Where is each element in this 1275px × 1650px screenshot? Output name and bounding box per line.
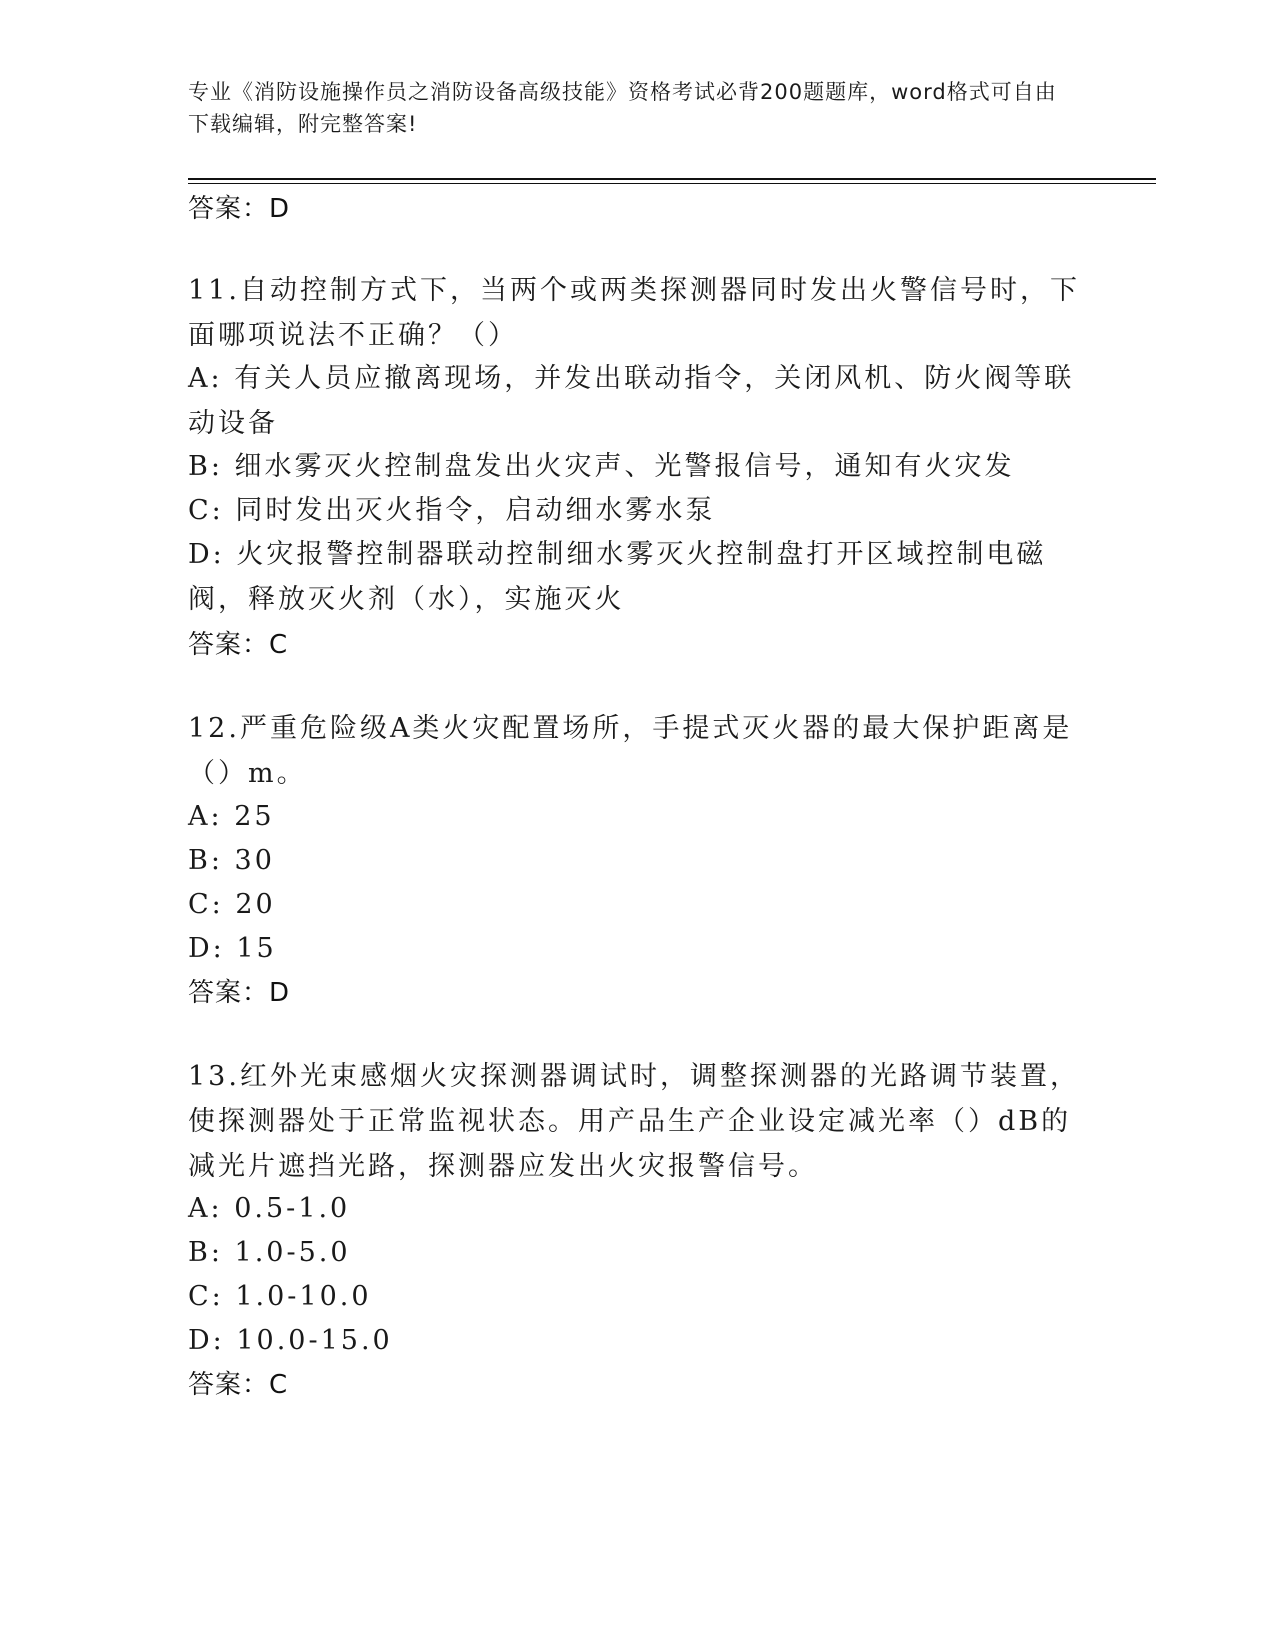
question-13-option-c: [188, 1274, 1083, 1319]
question-11-option-d: [188, 532, 1083, 622]
question-12-option-d: [188, 926, 1083, 971]
question-13-option-b: [188, 1230, 1083, 1275]
option-letter: D:: [188, 539, 225, 570]
option-text: 10.0-15.0: [236, 1325, 393, 1356]
option-letter: B:: [188, 845, 223, 876]
question-11-option-b: [188, 444, 1083, 489]
option-letter: A:: [188, 801, 223, 832]
question-13-stem: 13.红外光束感烟火灾探测器调试时，调整探测器的光路调节装置，使探测器处于正常监视状态。用产品生产企业设定减光率（）dB的减光片遮挡光路，探测器应发出火灾报警信号。: [188, 1061, 1080, 1182]
option-text: 0.5-1.0: [234, 1193, 351, 1224]
option-text: 30: [234, 845, 275, 876]
option-text: 1.0-10.0: [235, 1281, 372, 1312]
option-text: 同时发出灭火指令，启动细水雾水泵: [235, 495, 716, 526]
option-letter: C:: [188, 1281, 224, 1312]
option-text: 细水雾灭火控制盘发出火灾声、光警报信号，通知有火灾发: [234, 451, 1015, 482]
question-12-stem: 12.严重危险级A类火灾配置场所，手提式灭火器的最大保护距离是（）m。: [188, 713, 1073, 789]
option-letter: B:: [188, 1237, 223, 1268]
question-12-answer: 答案：D: [188, 978, 291, 1008]
question-11-option-c: [188, 488, 1083, 533]
question-11-option-a: [188, 356, 1083, 446]
option-text: 20: [235, 889, 276, 920]
question-12-option-b: [188, 838, 1083, 883]
option-letter: A:: [188, 363, 223, 394]
question-13-answer: 答案：C: [188, 1370, 289, 1400]
question-11-answer: 答案：C: [188, 630, 289, 660]
question-12-option-c: [188, 882, 1083, 927]
option-text: 25: [234, 801, 275, 832]
document-intro: 专业《消防设施操作员之消防设备高级技能》资格考试必背200题题库，word格式可自由下载编辑，附完整答案!: [188, 80, 1057, 136]
option-letter: D:: [188, 933, 225, 964]
question-13-option-a: [188, 1186, 1083, 1231]
option-letter: D:: [188, 1325, 225, 1356]
option-letter: A:: [188, 1193, 223, 1224]
option-letter: C:: [188, 889, 224, 920]
header-divider-thin: [188, 183, 1156, 184]
option-letter: B:: [188, 451, 223, 482]
question-11-stem: 11.自动控制方式下，当两个或两类探测器同时发出火警信号时，下面哪项说法不正确？（）: [188, 275, 1080, 351]
option-text: 1.0-5.0: [234, 1237, 351, 1268]
option-text: 有关人员应撤离现场，并发出联动指令，关闭风机、防火阀等联动设备: [188, 363, 1075, 439]
option-text: 15: [236, 933, 277, 964]
question-13-option-d: [188, 1318, 1083, 1363]
question-12-option-a: [188, 794, 1083, 839]
option-text: 火灾报警控制器联动控制细水雾灭火控制盘打开区域控制电磁阀，释放灭火剂（水），实施灭火: [188, 539, 1047, 615]
option-letter: C:: [188, 495, 224, 526]
previous-answer: 答案：D: [188, 194, 291, 224]
header-divider-thick: [188, 178, 1156, 180]
